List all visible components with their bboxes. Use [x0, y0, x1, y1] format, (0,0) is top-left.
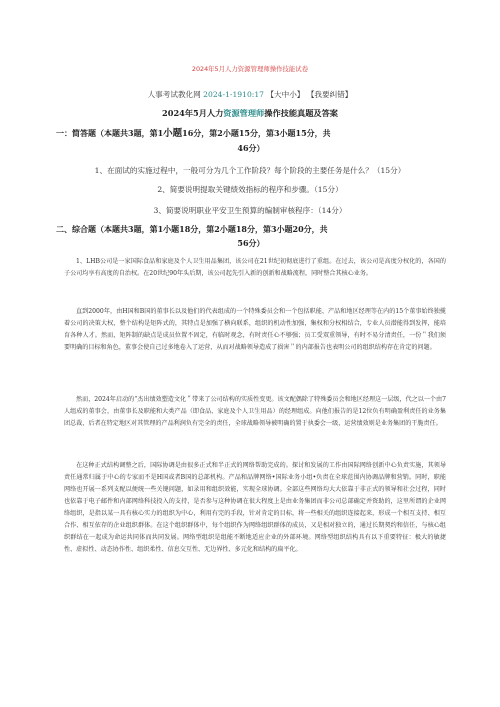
section1-total: 46分） [237, 143, 265, 153]
section1-heading: 一：简答题（本题共3题，第1 [56, 128, 164, 138]
paragraph-2 [64, 306, 446, 354]
paragraph-1-text: 1、LHB公司是一家国际食品和家庭及个人卫生用品集团，该公司在21世纪初彻底进行了重组。在过去，该公司是高度分权化的，各国的子公司均享有高度的自治权。在20世纪90年头后期，该公司起先引入新的创新和战略流程，同时整合其核心业务。 [64, 258, 446, 277]
question-3: 3、简要说明职业平安卫生预算的编制审核程序：（14分） [153, 206, 347, 215]
section-comprehensive-heading [56, 222, 446, 250]
font-size-links[interactable]: 【大中小】 [266, 90, 305, 99]
question-2: 2、简要说明提取关键绩效指标的程序和步骤。（15分） [157, 185, 343, 194]
section2-heading: 二、综合题（本题共3题，第1小题18分，第2小题18分，第3小题20分，共 [56, 224, 328, 234]
paragraph-3 [64, 394, 446, 430]
paragraph-2-text: 直到2000年，由H国和B国的董事长以及他们的代表组成的一个特殊委员会和一个包括职能、产品和地区经理等在内的15个董事始终独揽着公司的决策大权，整个结构是矩阵式的，其特点是加强了横向联系，组织的机动性加强，集权和分权相结合，专业人员潜能得到发挥，能培育各种人才。然而，矩阵制的缺点是成员位置不固定，有临时观念，有时责任心不够强；员工受双重领导，有时不易分清责任，一份＂我们须要明确的目标和角色，董事会使自己过多地卷入了运营，从而对战略领导造成了损害＂的内部报告也表明公司的组织结构存在肯定的问题。 [64, 308, 446, 351]
paragraph-4 [64, 460, 446, 556]
meta-line [0, 89, 500, 100]
exam-subtitle [0, 108, 500, 119]
subtitle-suffix: 操作技能真题及答案 [264, 108, 338, 118]
section1-rest: 16分，第2小题15分，第3小题15分，共 [182, 128, 331, 138]
meta-source: 人事考试教化网 [147, 90, 201, 99]
paragraph-3-text: 然而，2024年启动的“杰出绩效塑造文化＂带来了公司结构的实质性变更。该文配偶除了特殊委员会和地区经理这一层级，代之以一个由7人组成的董事会，由董事长及职能和大类产品（即食品、家庭及个人卫生用品）的经理组成。向他们报告的是12位负有明确盈利责任的业务集团总裁，后者在特定地区对其管理的产品利润负有完全的责任，全球战略领导被明确的置于执委会一级，运营绩效则是业务集团的干脆责任。 [64, 396, 446, 427]
subtitle-highlight: 资源管理师 [223, 108, 265, 118]
section2-total: 56分） [237, 238, 265, 248]
section1-emph: 小题 [163, 128, 183, 139]
section-short-answer-heading [56, 126, 446, 155]
report-error-link[interactable]: 【我要纠错】 [306, 90, 353, 99]
paragraph-4-text: 在这种正式结构调整之后，国际协调是由很多正式和半正式的网络帮助完成的。探讨和发展的工作由国际网络创新中心负责实施，其领导责任通常归属于中心的专家而不是H国或者B国的总部机构。产品和品牌网络•国际业务小组•负责在全球范围内协调品牌和营销。同时，职能网络也开展一系列支配以便统一些关键问题，如录用和组织效能，实现全球协调。全部这些网络均大大依靠于非正式的领导和社会过程，同时也依靠于电子邮件和内部网络科技投入的支持，是否参与这种协调在很大程度上是由业务集团而非公司总部确定并资助的，这里所谓的企业网络组织，是指以某一具有核心实力的组织为中心，利用有完的手段，针对肯定的目标，将一些相关的组织连接起来，形成一个相互支持、相互合作、相互依存的企业组织群体。在这个组织群体中，每个组织作为网络组织群体的成员，又是相对独立的，通过长期契约和信任，与核心组织群结在一起成为命运共同体而共同发展。网络型组织是组能不断地适应企业的外部环境。网络型组织结构具有以下重要特征：极大的敏捷性、虚拟性、动态协作性、组织柔性、信息交互性、无边界性、多元化和结构的扁平化。 [64, 462, 446, 553]
doc-title: 2024年5月人力资源管理师操作技能试卷 [191, 65, 309, 73]
subtitle-prefix: 2024年5月人力 [162, 108, 224, 118]
meta-date: 2024-1-1910:17 [203, 90, 265, 99]
question-1: 1、在面试的实施过程中，一般可分为几个工作阶段？每个阶段的主要任务是什么？（15分） [94, 166, 406, 175]
paragraph-1 [64, 256, 446, 280]
